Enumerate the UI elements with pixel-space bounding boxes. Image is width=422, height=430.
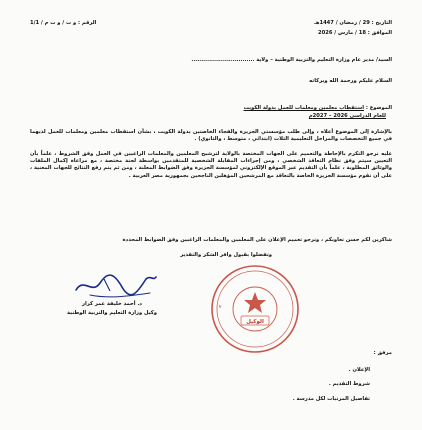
svg-text:جمهورية السودان – وزارة التعلي (208, 262, 223, 309)
date-gregorian (318, 30, 392, 37)
greeting-line: السلام عليكم ورحمة الله وبركاته (309, 78, 392, 84)
body-paragraph-2: عليه نرجو التكرم بالإحاطة والتعميم على الجهات المختصة بالولاية لترشيح المعلمين والمعلمات الراغبين في العمل وفق الشروط ، علماً بأن التعيين سيتم وفق نظام التعاقد الشخصي ، ومن إجراءات المقابلة الشخصية للمتقدمين بواسطة لجنة مختصة ، مع مراعاة إكمال الملفات والوثائق المطلوبة ، علماً بأن التقديم عبر الموقع الإلكتروني لمؤسسة الجزيرة وفق الضوابط المعلنة ، ومن ثم يتم رفع النتائج للجهات المعنية ، على أن تقوم مؤسسة الجزيرة الخاصة بالتعاقد مع المرشحين المؤهلين الناجحين بجمهورية مصر العربية . (30, 151, 392, 179)
body-paragraph-1: بالإشارة إلى الموضوع أعلاه ، وإلى طلب مؤسستي الجزيرة والفجاء الخاصتين بدولة الكويت ، بشأن استقطاب معلمين ومعلمات للعمل لديهما في جميع التخصصات والمراحل التعليمية الثلاث (ابتدائي ، متوسط ، والثانوي) . (30, 129, 392, 143)
subject-text: استقطاب معلمين ومعلمات للعمل بدولة الكويت (243, 105, 365, 111)
stamp-svg (208, 262, 302, 356)
date-hijri-label: التاريخ : (369, 20, 392, 26)
date-greg-value: 18 / مارس / 2026 (317, 30, 366, 36)
attachment-item-3: تفاصيل المرتبات لكل مدرسة . (292, 396, 370, 402)
closing-line: وتفضلوا بقبول وافر الشكر والتقدير (180, 252, 272, 258)
date-hijri-value: 29 / رمضان / 1447هـ (314, 20, 370, 26)
subject-label: الموضوع : (364, 105, 392, 111)
addressee-line: السيد/ مدير عام وزارة التعليم والتربية الوطنية – ولاية ................................ (191, 57, 392, 63)
attachment-item-2: شروط التقديم . (328, 381, 370, 387)
body-paragraph-3: شاكرين لكم حسن تعاونكم ، ونرجو تعميم الإعلان على المعلمين والمعلمات الراغبين وفق الضوابط المحددة (122, 237, 392, 243)
subject-line (244, 105, 392, 112)
date-greg-label: الموافق : (366, 30, 392, 36)
attachments-label: مرفق : (373, 350, 392, 356)
date-hijri (314, 20, 392, 27)
stamp-center-text: الوكيل (246, 319, 264, 325)
reference-number (30, 20, 96, 27)
official-stamp-icon (208, 262, 302, 360)
ref-label: الرقم : (76, 20, 97, 26)
ref-value: و ت / و ت م / 1/1 (30, 20, 77, 26)
signature-svg (70, 265, 160, 305)
subject-year: للعام الدراسي 2026 – 2027م (308, 113, 386, 119)
signatory-name: د. أحمد خليفة عمر كرار (82, 301, 142, 307)
signatory-title: وكيل وزارة التعليم والتربية الوطنية (66, 310, 158, 316)
attachment-item-1: الإعلان . (348, 367, 370, 373)
stamp-ring-text: ج (216, 304, 224, 309)
